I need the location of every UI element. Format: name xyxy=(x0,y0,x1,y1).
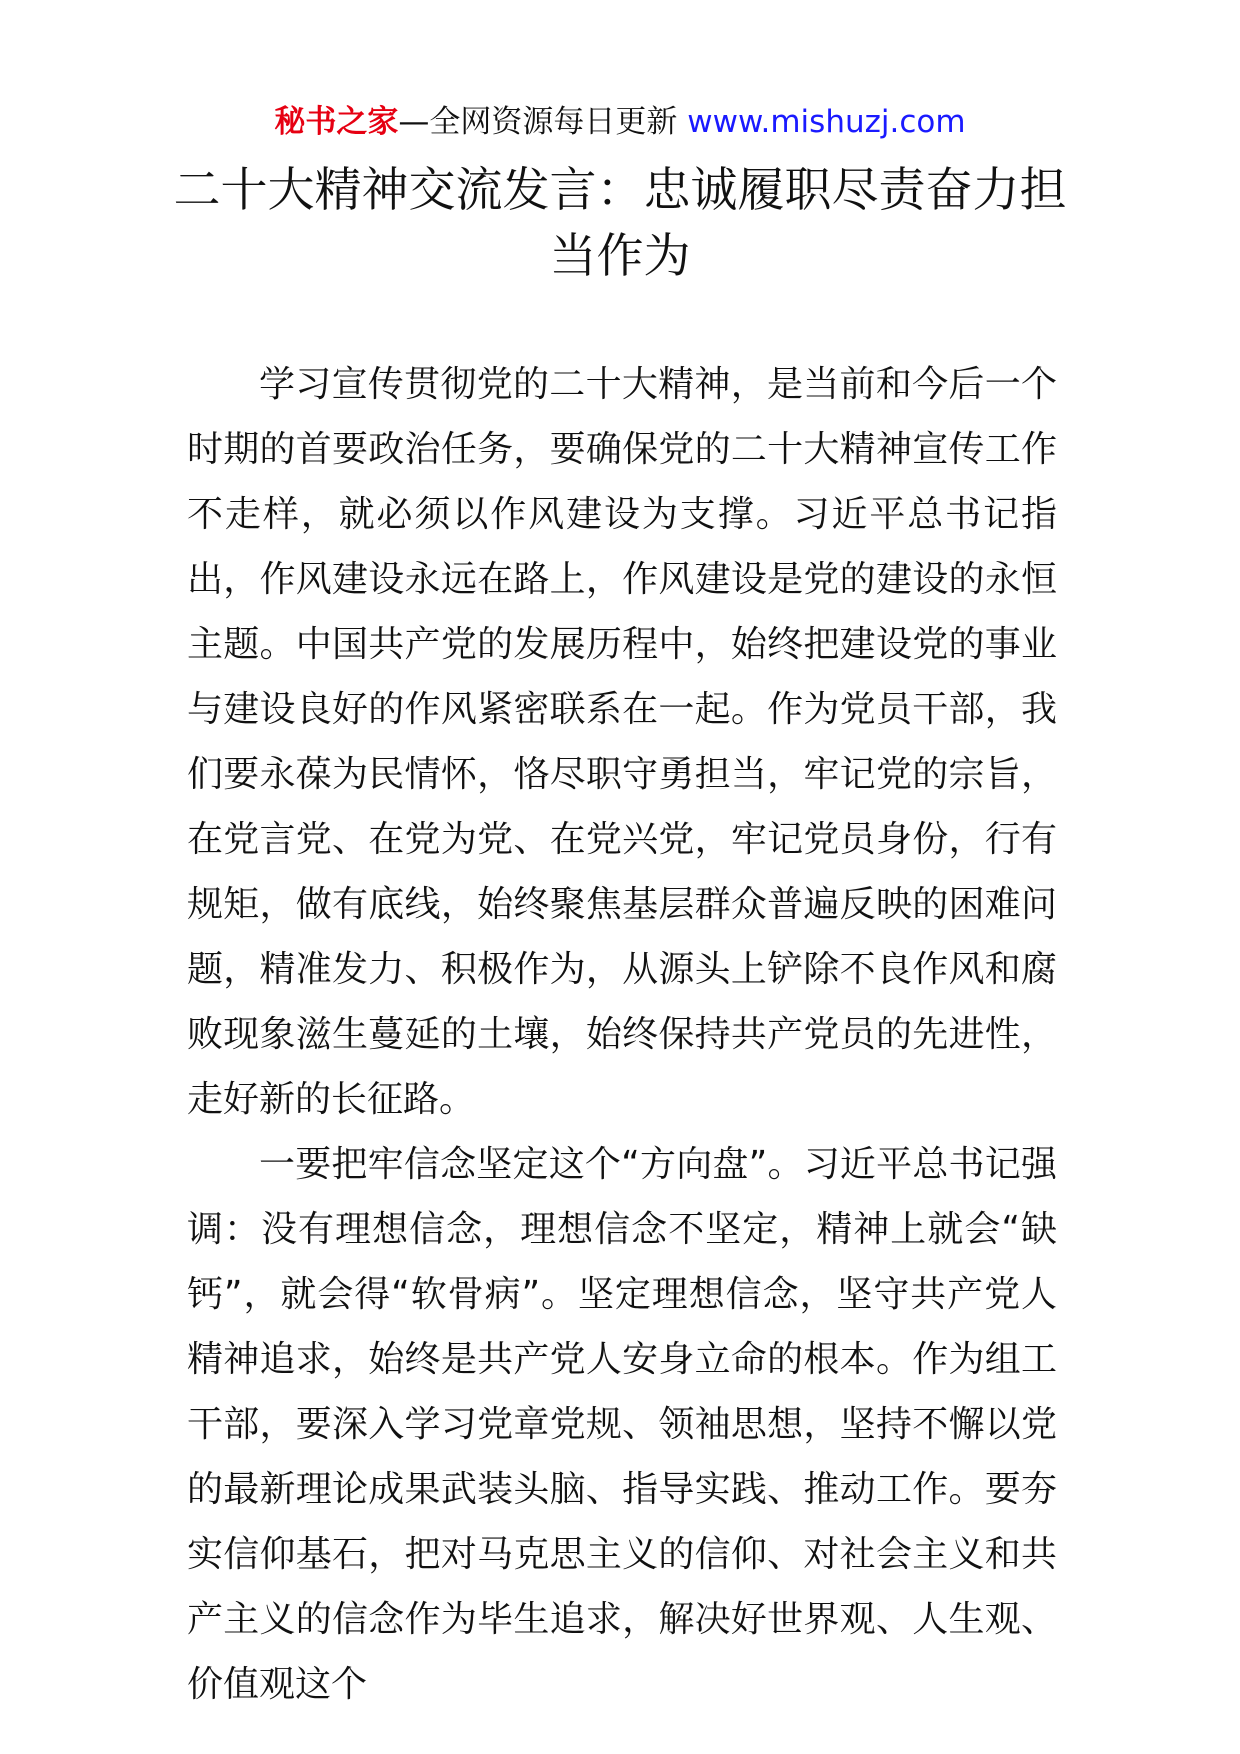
body-paragraph-1: 学习宣传贯彻党的二十大精神，是当前和今后一个时期的首要政治任务，要确保党的二十大精神宣传工作不走样，就必须以作风建设为支撑。习近平总书记指出，作风建设永远在路上，作风建设是党的建设的永恒主题。中国共产党的发展历程中，始终把建设党的事业与建设良好的作风紧密联系在一起。作为党员干部，我们要永葆为民情怀，恪尽职守勇担当，牢记党的宗旨，在党言党、在党为党、在党兴党，牢记党员身份，行有规矩，做有底线，始终聚焦基层群众普遍反映的困难问题，精准发力、积极作为，从源头上铲除不良作风和腐败现象滋生蔓延的土壤，始终保持共产党员的先进性，走好新的长征路。 xyxy=(187,364,1057,1120)
brand-name: 秘书之家 xyxy=(274,104,399,140)
site-url-link[interactable]: www.mishuzj.com xyxy=(687,104,966,140)
document-title: 二十大精神交流发言：忠诚履职尽责奋力担当作为 xyxy=(173,163,1067,284)
document-body xyxy=(187,352,1057,1717)
header-slogan: —全网资源每日更新 xyxy=(398,104,678,140)
body-paragraph-2: 一要把牢信念坚定这个“方向盘”。习近平总书记强调：没有理想信念，理想信念不坚定，精神上就会“缺钙”，就会得“软骨病”。坚定理想信念，坚守共产党人精神追求，始终是共产党人安身立命的根本。作为组工干部，要深入学习党章党规、领袖思想，坚持不懈以党的最新理论成果武装头脑、指导实践、推动工作。要夯实信仰基石，把对马克思主义的信仰、对社会主义和共产主义的信念作为毕生追求，解决好世界观、人生观、价值观这个 xyxy=(187,1144,1057,1705)
site-header xyxy=(0,100,1240,144)
